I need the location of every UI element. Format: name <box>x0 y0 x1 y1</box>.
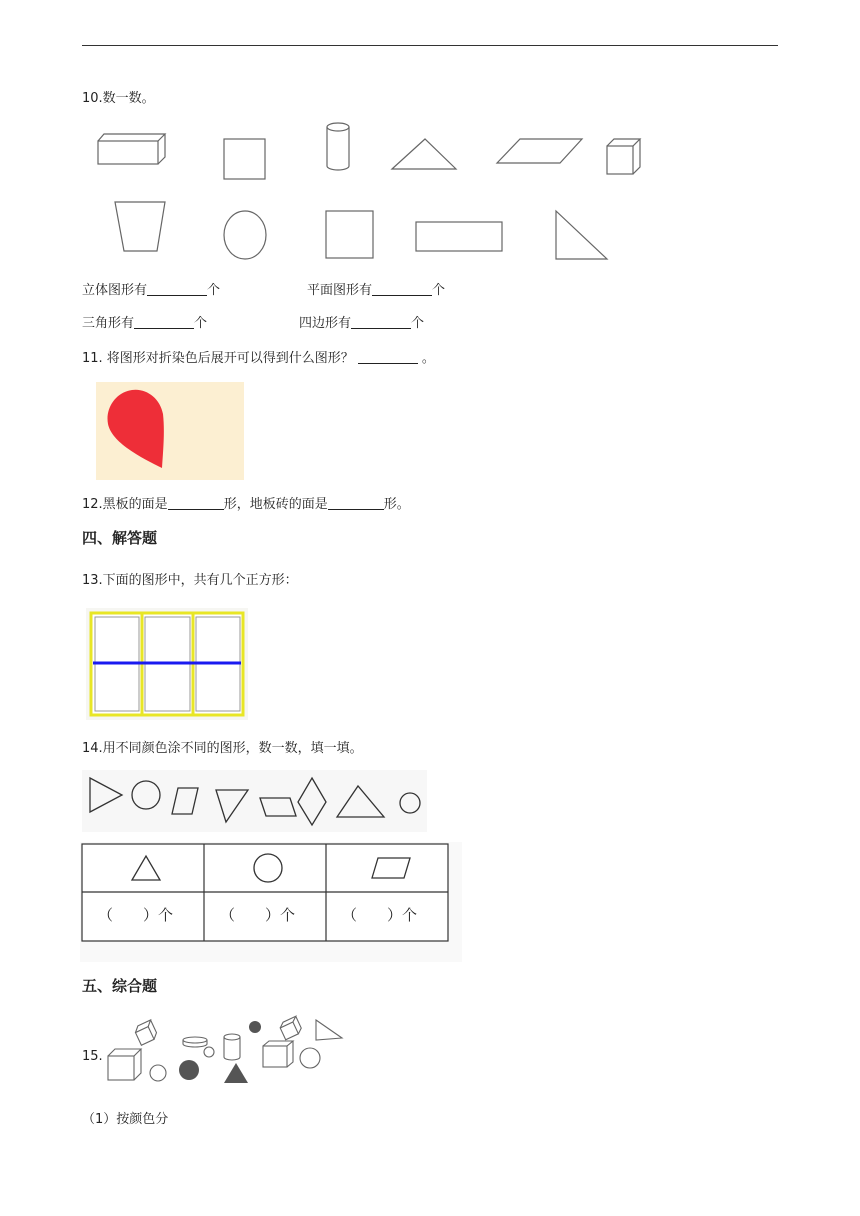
right-triangle-shape <box>556 211 607 259</box>
cuboid-shape <box>98 134 165 164</box>
q12-blank-1[interactable] <box>168 496 224 510</box>
ellipse-shape <box>224 211 266 259</box>
plane-blank[interactable] <box>372 282 432 296</box>
q10-title: 10.数一数。 <box>82 91 155 106</box>
q14-cell-1[interactable]: （ ）个 <box>98 906 174 924</box>
section4-heading: 四、解答题 <box>82 529 158 547</box>
q12-text-c: 形。 <box>383 497 410 512</box>
cube-shape <box>607 139 640 174</box>
square-shape <box>224 139 265 179</box>
solid-label: 立体图形有 <box>82 283 148 298</box>
q14-cell-2[interactable]: （ ）个 <box>220 906 296 924</box>
q11-blank[interactable] <box>358 350 418 364</box>
square-shape-2 <box>326 211 373 258</box>
triangle-blank[interactable] <box>134 315 194 329</box>
q12-text-b: 形，地板砖的面是 <box>223 497 328 512</box>
q15-sub1: （1）按颜色分 <box>82 1112 169 1127</box>
q14-shapes-strip <box>82 770 427 832</box>
triangle-shape <box>392 139 456 169</box>
q10-solid-line <box>82 282 220 300</box>
solid-blank[interactable] <box>147 282 207 296</box>
q11-figure <box>96 382 244 480</box>
q14-cell-3[interactable]: （ ）个 <box>342 906 418 924</box>
q13-figure <box>86 608 248 720</box>
q10-plane-line <box>307 282 445 300</box>
q10-triangle-line <box>82 315 207 333</box>
rectangle-shape <box>416 222 502 251</box>
q12-line <box>82 496 410 514</box>
cylinder-shape <box>327 123 349 170</box>
unit-label: 个 <box>411 316 425 331</box>
unit-label: 个 <box>432 283 446 298</box>
unit-label: 个 <box>194 316 208 331</box>
quad-blank[interactable] <box>351 315 411 329</box>
unit-label: 个 <box>207 283 221 298</box>
q10-shapes-row1 <box>0 0 860 300</box>
q15-figure <box>104 1016 349 1088</box>
triangle-label: 三角形有 <box>82 316 135 331</box>
parallelogram-shape <box>497 139 582 163</box>
trapezoid-shape <box>115 202 165 251</box>
q11-title: 11. 将图形对折染色后展开可以得到什么图形？ <box>82 351 354 366</box>
q14-table <box>80 842 462 962</box>
q11-line <box>82 350 435 368</box>
q15-number: 15. <box>82 1049 103 1064</box>
q12-blank-2[interactable] <box>328 496 384 510</box>
q11-end: 。 <box>421 351 435 366</box>
q10-quad-line <box>299 315 424 333</box>
quad-label: 四边形有 <box>299 316 352 331</box>
q12-text-a: 12.黑板的面是 <box>82 497 168 512</box>
q14-title: 14.用不同颜色涂不同的图形，数一数，填一填。 <box>82 741 363 756</box>
plane-label: 平面图形有 <box>307 283 373 298</box>
section5-heading: 五、综合题 <box>82 977 158 995</box>
q13-title: 13.下面的图形中，共有几个正方形： <box>82 573 298 588</box>
